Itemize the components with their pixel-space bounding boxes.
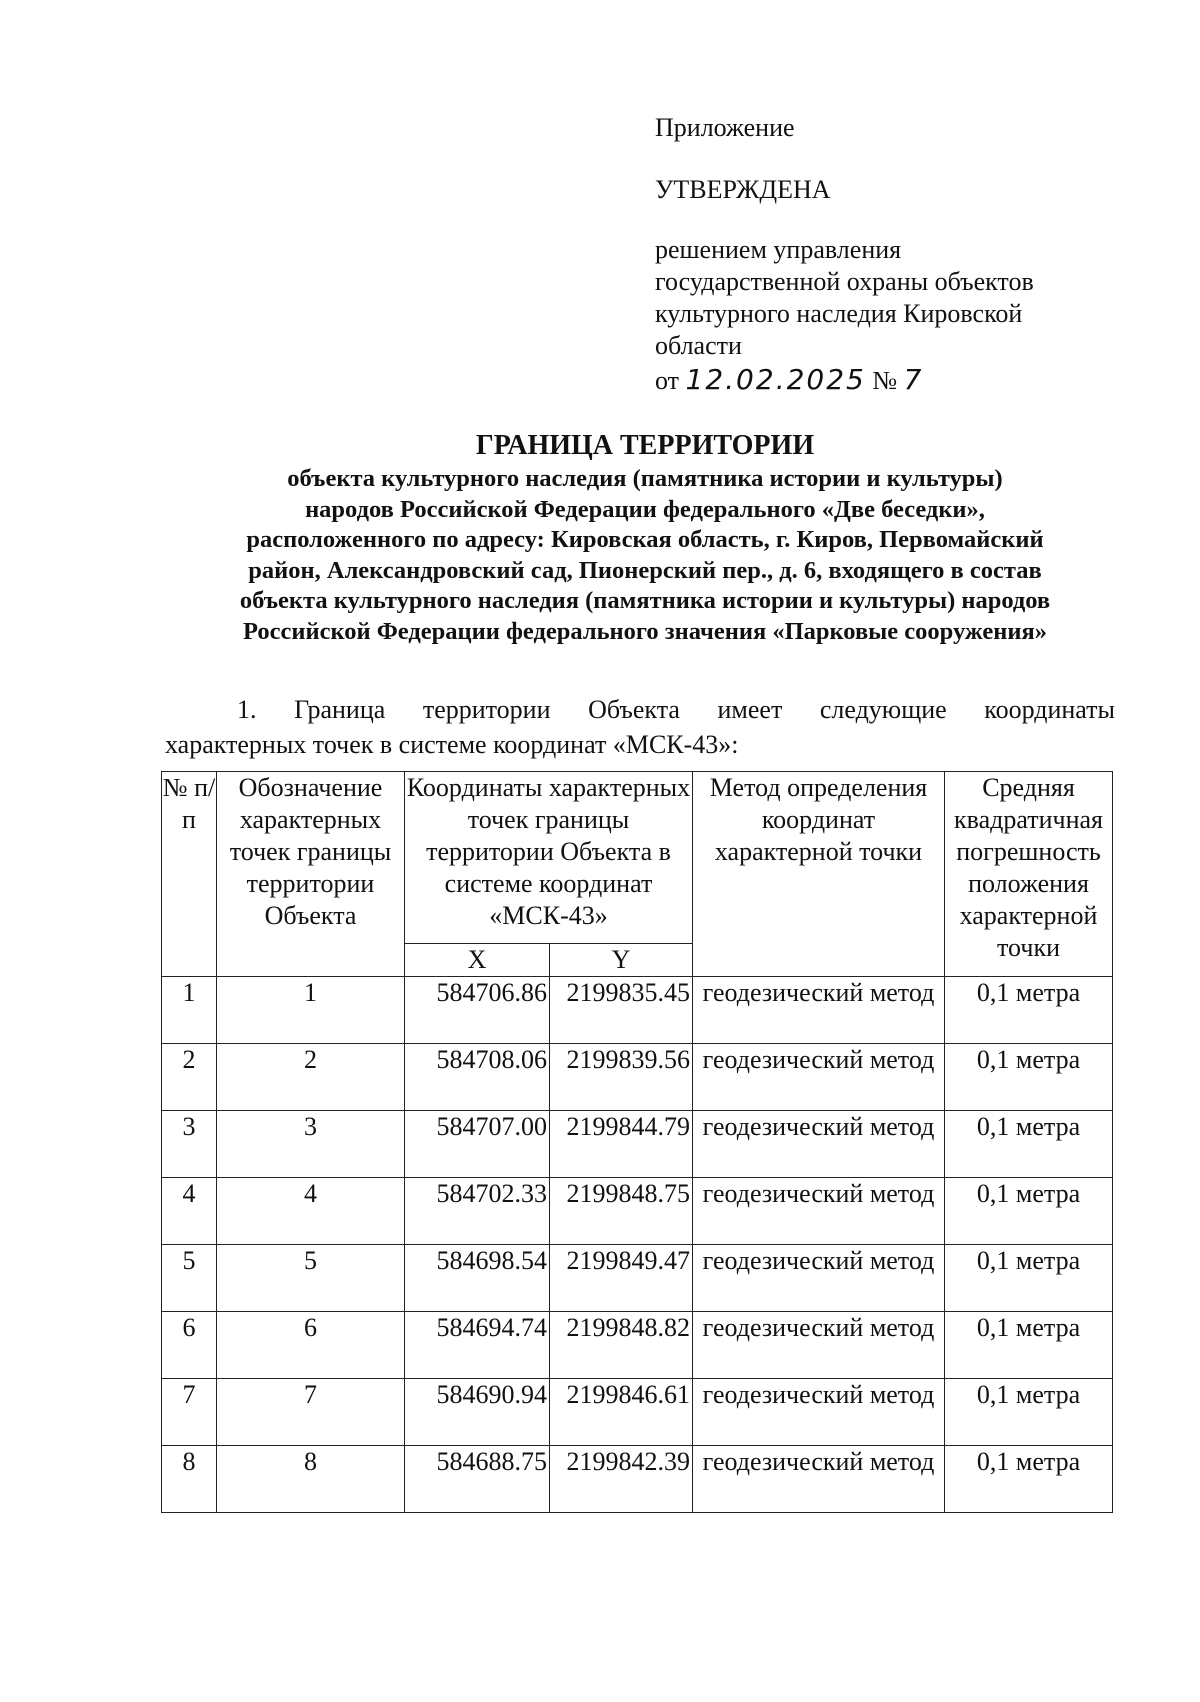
title-sub-line-6: Российской Федерации федерального значения «Парковые сооружения» (243, 617, 1047, 645)
cell-error: 0,1 метра (945, 977, 1113, 1044)
cell-method: геодезический метод (693, 1312, 945, 1379)
cell-method: геодезический метод (693, 1044, 945, 1111)
table-row (162, 1379, 1113, 1446)
cell-x: 584694.74 (405, 1312, 550, 1379)
cell-y: 2199848.75 (550, 1178, 693, 1245)
cell-y: 2199849.47 (550, 1245, 693, 1312)
cell-num: 1 (162, 977, 217, 1044)
date-prefix: от (655, 366, 680, 395)
cell-error: 0,1 метра (945, 1446, 1113, 1513)
cell-y: 2199842.39 (550, 1446, 693, 1513)
header-error: Средняя квадратичная погрешность положения характерной точки (945, 772, 1113, 977)
cell-method: геодезический метод (693, 1178, 945, 1245)
paragraph-line-1: 1. Граница территории Объекта имеет следующие координаты (237, 695, 1115, 724)
cell-method: геодезический метод (693, 1379, 945, 1446)
header-num: № п/п (162, 772, 217, 977)
cell-num: 7 (162, 1379, 217, 1446)
cell-num: 6 (162, 1312, 217, 1379)
cell-y: 2199846.61 (550, 1379, 693, 1446)
cell-error: 0,1 метра (945, 1379, 1113, 1446)
header-coords: Координаты характерных точек границы территории Объекта в системе координат «МСК-43» (405, 772, 693, 944)
cell-error: 0,1 метра (945, 1111, 1113, 1178)
cell-point: 4 (217, 1178, 405, 1245)
cell-method: геодезический метод (693, 1245, 945, 1312)
title-sub-line-3: расположенного по адресу: Кировская область, г. Киров, Первомайский (246, 526, 1044, 553)
cell-num: 5 (162, 1245, 217, 1312)
table-row (162, 1044, 1113, 1111)
header-x: X (405, 944, 550, 977)
document-title (150, 428, 1140, 647)
cell-error: 0,1 метра (945, 1178, 1113, 1245)
cell-x: 584707.00 (405, 1111, 550, 1178)
paragraph-line-2: характерных точек в системе координат «МСК-43»: (165, 730, 739, 759)
decision-line-2: государственной охраны объектов (655, 267, 1034, 296)
table-row (162, 1111, 1113, 1178)
table-row (162, 1446, 1113, 1513)
cell-num: 3 (162, 1111, 217, 1178)
title-sub-line-4: район, Александровский сад, Пионерский пер., д. 6, входящего в состав (248, 556, 1042, 584)
cell-point: 7 (217, 1379, 405, 1446)
cell-num: 4 (162, 1178, 217, 1245)
cell-error: 0,1 метра (945, 1245, 1113, 1312)
table-row (162, 1245, 1113, 1312)
cell-x: 584690.94 (405, 1379, 550, 1446)
cell-method: геодезический метод (693, 1111, 945, 1178)
intro-paragraph (165, 692, 1115, 762)
cell-num: 2 (162, 1044, 217, 1111)
cell-y: 2199835.45 (550, 977, 693, 1044)
header-y: Y (550, 944, 693, 977)
title-sub-line-5: объекта культурного наследия (памятника истории и культуры) народов (239, 587, 1051, 614)
title-sub-line-1: объекта культурного наследия (памятника истории и культуры) (287, 465, 1003, 492)
cell-point: 1 (217, 977, 405, 1044)
cell-point: 2 (217, 1044, 405, 1111)
coordinates-table (161, 771, 1113, 1513)
cell-x: 584706.86 (405, 977, 550, 1044)
table-row (162, 1312, 1113, 1379)
title-sub-line-2: народов Российской Федерации федерального «Две беседки», (305, 495, 985, 523)
number-sign: № (872, 366, 898, 395)
approval-block (655, 112, 1115, 397)
cell-x: 584698.54 (405, 1245, 550, 1312)
header-point: Обозначение характерных точек границы территории Объекта (217, 772, 405, 977)
cell-point: 5 (217, 1245, 405, 1312)
handwritten-date: 12.02.2025 (685, 363, 866, 396)
cell-x: 584702.33 (405, 1178, 550, 1245)
table-row (162, 977, 1113, 1044)
decision-line-3: культурного наследия Кировской (655, 299, 1023, 328)
cell-point: 6 (217, 1312, 405, 1379)
table-row (162, 1178, 1113, 1245)
appendix-label: Приложение (655, 113, 795, 142)
cell-error: 0,1 метра (945, 1044, 1113, 1111)
cell-x: 584708.06 (405, 1044, 550, 1111)
cell-y: 2199839.56 (550, 1044, 693, 1111)
cell-method: геодезический метод (693, 1446, 945, 1513)
cell-x: 584688.75 (405, 1446, 550, 1513)
cell-y: 2199844.79 (550, 1111, 693, 1178)
approved-label: УТВЕРЖДЕНА (655, 175, 831, 204)
cell-y: 2199848.82 (550, 1312, 693, 1379)
decision-line-4: области (655, 331, 742, 360)
cell-point: 3 (217, 1111, 405, 1178)
title-main: ГРАНИЦА ТЕРРИТОРИИ (475, 430, 815, 461)
cell-method: геодезический метод (693, 977, 945, 1044)
decision-date-line (655, 364, 1115, 397)
cell-error: 0,1 метра (945, 1312, 1113, 1379)
decision-line-1: решением управления (655, 235, 902, 264)
handwritten-number: 7 (903, 363, 924, 396)
cell-num: 8 (162, 1446, 217, 1513)
header-method: Метод определения координат характерной точки (693, 772, 945, 977)
cell-point: 8 (217, 1446, 405, 1513)
